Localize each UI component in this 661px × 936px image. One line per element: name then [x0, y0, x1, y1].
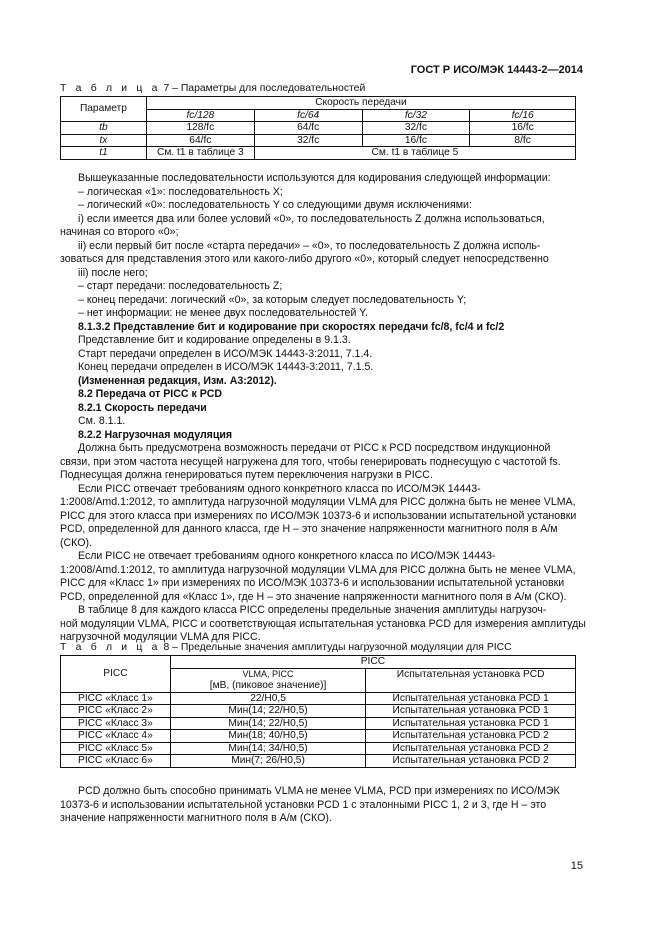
table8-vlma: Мин(7; 26/H0,5)	[170, 755, 366, 768]
paragraph: PCD, определенной для данного класса, где H – это значение напряженности магнитного поля в А/м	[60, 523, 558, 535]
paragraph: Если PICC не отвечает требованиям одного конкретного класса по ИСО/МЭК 14443-	[78, 550, 496, 562]
table7-param: tx	[61, 134, 147, 147]
list-item: – нет информации: не менее двух последовательностей Y.	[78, 307, 368, 319]
section-heading: 8.2 Передача от PICC к PCD	[78, 388, 223, 400]
list-item: – логическая «1»: последовательность X;	[78, 185, 283, 198]
table8-setup: Испытательная установка PCD 1	[366, 705, 576, 718]
paragraph: PICC для этого класса при измерениях по ИСО/МЭК 10373-6 и использовании испытательной установки	[60, 509, 577, 522]
table8-col-vlma: VLMA, PICC [мВ, (пиковое значение)]	[170, 668, 366, 692]
list-item: начиная со второго «0»;	[60, 226, 179, 238]
table8-setup: Испытательная установка PCD 2	[366, 755, 576, 768]
paragraph: Если PICC отвечает требованиям одного конкретного класса по ИСО/МЭК 14443-	[78, 482, 481, 495]
table7-cell: См. t1 в таблице 5	[254, 147, 575, 160]
table8-col-group: PICC	[170, 656, 575, 669]
table8-caption-text: 8 – Предельные значения амплитуды нагрузочной модуляции для PICC	[163, 642, 512, 653]
list-item: – старт передачи: последовательность Z;	[78, 280, 283, 292]
table7-cell: 64/fc	[254, 122, 362, 135]
table7-speed: fc/32	[362, 109, 470, 122]
table-row	[61, 730, 576, 743]
table8	[60, 655, 576, 768]
table-row	[61, 692, 576, 705]
list-item: – логический «0»: последовательность Y со следующими двумя исключениями:	[78, 199, 472, 211]
section-heading: 8.2.1 Скорость передачи	[78, 401, 207, 414]
table7-cell: 32/fc	[362, 122, 470, 135]
table-row	[61, 705, 576, 718]
table7-caption	[60, 83, 365, 94]
table7-cell: 64/fc	[146, 134, 254, 147]
table7-cell: См. t1 в таблице 3	[146, 147, 254, 160]
table8-class: PICC «Класс 1»	[61, 692, 171, 705]
paragraph: Вышеуказанные последовательности используются для кодирования следующей информации:	[78, 172, 551, 184]
list-item: iii) после него;	[78, 266, 148, 279]
list-item: i) если имеется два или более условий «0», то последовательность Z должна использоваться,	[78, 212, 545, 225]
paragraph: В таблице 8 для каждого класса PICC определены предельные значения амплитуды нагрузоч-	[78, 604, 547, 616]
table7-param: tb	[61, 122, 147, 135]
paragraph: 1:2008/Amd.1:2012, то амплитуда нагрузочной модуляции VLMA для PICC должна быть не менее VLMA,	[60, 563, 576, 576]
table7-caption-word: Т а б л и ц а	[60, 83, 161, 94]
table7-speed: fc/128	[146, 109, 254, 122]
closing-paragraph	[60, 785, 584, 826]
list-item: зоваться для представления этого или какого-либо другого «0», который следует непосредственно	[60, 253, 549, 265]
table8-vlma: Мин(14; 34/H0,5)	[170, 742, 366, 755]
table8-caption-word: Т а б л и ц а	[60, 642, 161, 653]
table-row	[61, 717, 576, 730]
table8-col-setup: Испытательная установка PCD	[366, 668, 576, 692]
paragraph: См. 8.1.1.	[78, 415, 126, 427]
table8-caption	[60, 642, 512, 653]
table8-vlma: Мин(14; 22/H0,5)	[170, 705, 366, 718]
paragraph: Старт передачи определен в ИСО/МЭК 14443-3:2011, 7.1.4.	[78, 347, 373, 360]
table7-cell: 32/fc	[254, 134, 362, 147]
table-row	[61, 755, 576, 768]
table8-setup: Испытательная установка PCD 1	[366, 692, 576, 705]
paragraph: ной модуляции VLMA, PICC и соответствующая испытательная установка PCD для измерения амплитуды	[60, 617, 586, 630]
paragraph: PCD, определенной для «Класс 1», где H – это значение напряженности магнитного поля в А/м (СКО).	[60, 590, 567, 603]
page-number: 15	[570, 860, 583, 872]
paragraph: Конец передачи определен в ИСО/МЭК 14443-3:2011, 7.1.5.	[78, 361, 374, 373]
list-item: ii) если первый бит после «старта передачи» – «0», то последовательность Z должна исполь-	[78, 239, 541, 252]
table8-class: PICC «Класс 5»	[61, 742, 171, 755]
table7-speed: fc/16	[470, 109, 576, 122]
paragraph: 10373-6 и использовании испытательной установки PCD 1 с эталонными PICC 1, 2 и 3, где H – это	[60, 798, 547, 811]
table7-cell: 16/fc	[470, 122, 576, 135]
paragraph: 1:2008/Amd.1:2012, то амплитуда нагрузочной модуляции VLMA для PICC должна быть не менее VLMA,	[60, 496, 576, 508]
table7-speed: fc/64	[254, 109, 362, 122]
paragraph: Представление бит и кодирование определены в 9.1.3.	[78, 334, 351, 346]
paragraph: Должна быть предусмотрена возможность передачи от PICC к PCD посредством индукционной	[78, 442, 551, 454]
table8-class: PICC «Класс 4»	[61, 730, 171, 743]
table-row	[61, 122, 576, 135]
table8-class: PICC «Класс 6»	[61, 755, 171, 768]
table8-col-picc: PICC	[61, 656, 171, 693]
paragraph: PCD должно быть способно принимать VLMA не менее VLMA, PCD при измерениях по ИСО/МЭК	[78, 785, 560, 797]
paragraph: значение напряженности магнитного поля в А/м (СКО).	[60, 812, 332, 824]
table7-cell: 16/fc	[362, 134, 470, 147]
section-heading: 8.1.3.2 Представление бит и кодирование при скоростях передачи fc/8, fc/4 и fc/2	[78, 320, 505, 333]
table8-class: PICC «Класс 3»	[61, 717, 171, 730]
table8-vlma: 22/H0,5	[170, 692, 366, 705]
paragraph: PICC для «Класс 1» при измерениях по ИСО/МЭК 10373-6 и использовании испытательной установки	[60, 577, 565, 589]
table-row	[61, 147, 576, 160]
body-text	[60, 172, 584, 645]
paragraph: нагрузочной модуляции VLMA для PICC.	[60, 631, 261, 643]
table7-cell: 8/fc	[470, 134, 576, 147]
table8-class: PICC «Класс 2»	[61, 705, 171, 718]
table8-setup: Испытательная установка PCD 2	[366, 730, 576, 743]
amendment-note: (Измененная редакция, Изм. А3:2012).	[78, 374, 277, 387]
paragraph: (СКО).	[60, 536, 92, 549]
table8-vlma: Мин(18; 40/H0,5)	[170, 730, 366, 743]
table-row	[61, 742, 576, 755]
table7-caption-text: 7 – Параметры для последовательностей	[163, 83, 366, 94]
table7-col-speed: Скорость передачи	[146, 97, 575, 110]
table8-setup: Испытательная установка PCD 2	[366, 742, 576, 755]
standard-header: ГОСТ Р ИСО/МЭК 14443-2—2014	[410, 64, 583, 76]
paragraph: связи, при этом частота несущей нагружена для того, чтобы генерировать поднесущую с частотой fs.	[60, 455, 561, 468]
list-item: – конец передачи: логический «0», за которым следует последовательность Y;	[78, 293, 467, 306]
section-heading: 8.2.2 Нагрузочная модуляция	[78, 428, 233, 441]
paragraph: Поднесущая должна генерироваться путем переключения нагрузки в PICC.	[60, 469, 433, 481]
table7	[60, 96, 576, 160]
table8-vlma: Мин(14; 22/H0,5)	[170, 717, 366, 730]
table7-col-param: Параметр	[61, 97, 147, 122]
table7-cell: 128/fc	[146, 122, 254, 135]
table8-setup: Испытательная установка PCD 1	[366, 717, 576, 730]
table-row	[61, 134, 576, 147]
table7-param: t1	[61, 147, 147, 160]
